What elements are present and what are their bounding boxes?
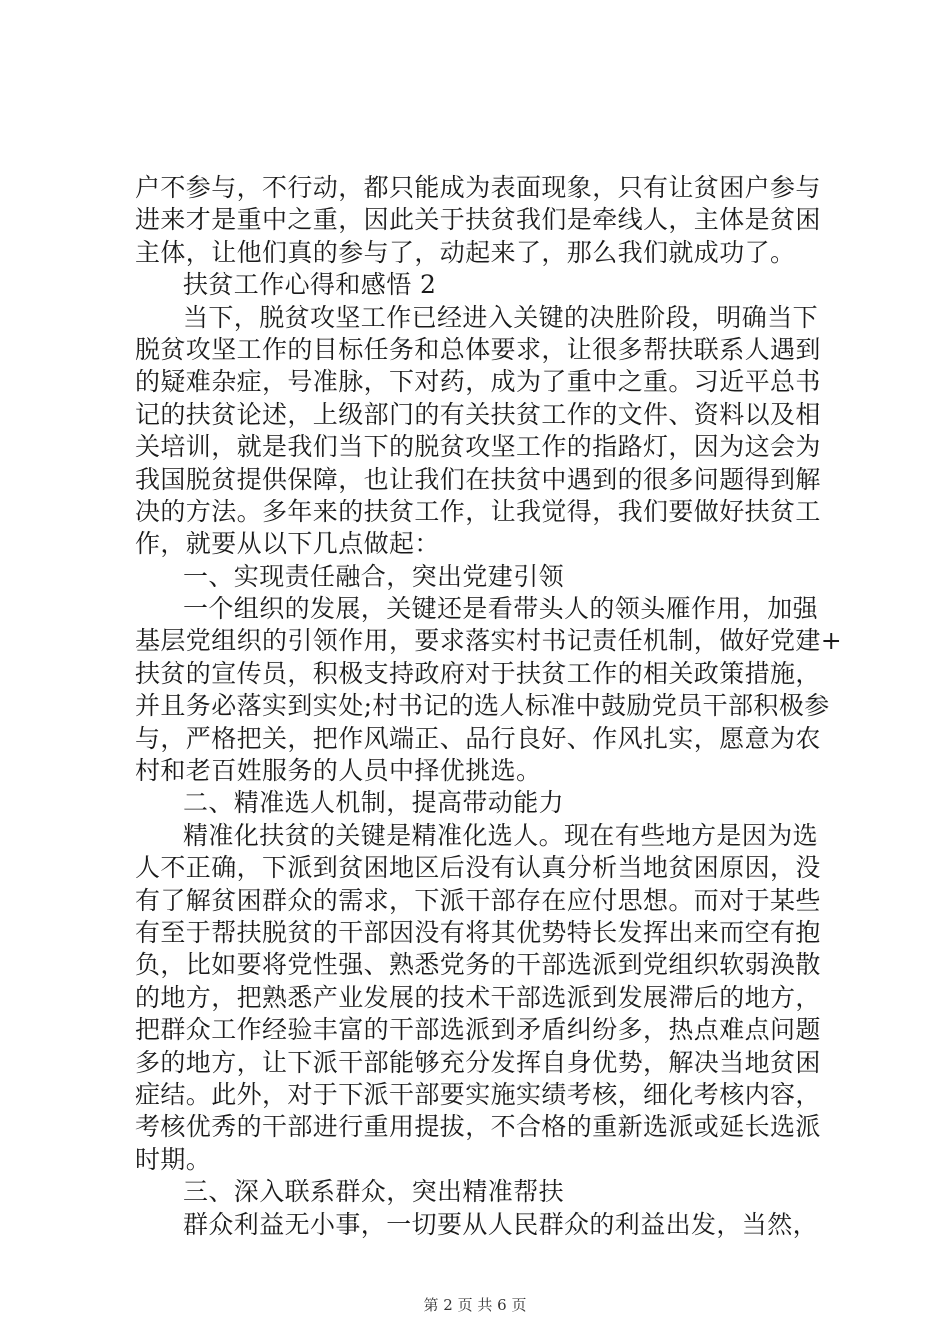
text-line: 的地方，把熟悉产业发展的技术干部选派到发展滞后的地方， [135, 982, 821, 1012]
section-heading: 三、深入联系群众，突出精准帮扶 [183, 1177, 565, 1207]
text-line: 进来才是重中之重，因此关于扶贫我们是牵线人，主体是贫困 [135, 205, 821, 235]
text-line: 的疑难杂症，号准脉，下对药，成为了重中之重。习近平总书 [135, 367, 821, 397]
text-line: 作，就要从以下几点做起： [135, 529, 440, 559]
text-line: 把群众工作经验丰富的干部选派到矛盾纠纷多，热点难点问题 [135, 1015, 821, 1045]
text-line: 我国脱贫提供保障，也让我们在扶贫中遇到的很多问题得到解 [135, 464, 821, 494]
text-line: 时期。 [135, 1144, 212, 1174]
text-line: 基层党组织的引领作用，要求落实村书记责任机制，做好党建+ [135, 626, 843, 656]
text-line: 负，比如要将党性强、熟悉党务的干部选派到党组织软弱涣散 [135, 950, 821, 980]
text-line: 关培训，就是我们当下的脱贫攻坚工作的指路灯，因为这会为 [135, 432, 821, 462]
text-line: 村和老百姓服务的人员中择优挑选。 [135, 756, 542, 786]
text-line: 有至于帮扶脱贫的干部因没有将其优势特长发挥出来而空有抱 [135, 917, 821, 947]
text-line: 考核优秀的干部进行重用提拔，不合格的重新选派或延长选派 [135, 1112, 821, 1142]
section-heading: 一、实现责任融合，突出党建引领 [183, 561, 565, 591]
section-heading: 二、精准选人机制，提高带动能力 [183, 788, 565, 818]
text-line: 症结。此外，对于下派干部要实施实绩考核，细化考核内容， [135, 1079, 821, 1109]
text-line: 脱贫攻坚工作的目标任务和总体要求，让很多帮扶联系人遇到 [135, 334, 821, 364]
text-line: 一个组织的发展，关键还是看带头人的领头雁作用，加强 [183, 594, 819, 624]
text-line: 决的方法。多年来的扶贫工作，让我觉得，我们要做好扶贫工 [135, 496, 821, 526]
text-line: 并且务必落实到实处;村书记的选人标准中鼓励党员干部积极参 [135, 691, 830, 721]
text-line: 主体，让他们真的参与了，动起来了，那么我们就成功了。 [135, 237, 796, 267]
text-line: 与，严格把关，把作风端正、品行良好、作风扎实，愿意为农 [135, 723, 821, 753]
text-line: 多的地方，让下派干部能够充分发挥自身优势，解决当地贫困 [135, 1047, 821, 1077]
section-title: 扶贫工作心得和感悟 2 [183, 270, 437, 300]
document-body [135, 172, 843, 1241]
text-line: 扶贫的宣传员，积极支持政府对于扶贫工作的相关政策措施， [135, 658, 821, 688]
text-line: 群众利益无小事，一切要从人民群众的利益出发，当然， [183, 1209, 819, 1239]
text-line: 精准化扶贫的关键是精准化选人。现在有些地方是因为选 [183, 820, 819, 850]
text-line: 户不参与，不行动，都只能成为表面现象，只有让贫困户参与 [135, 173, 821, 202]
page-number-footer: 第 2 页 共 6 页 [423, 1296, 527, 1314]
text-line: 记的扶贫论述，上级部门的有关扶贫工作的文件、资料以及相 [135, 399, 821, 429]
text-line: 有了解贫困群众的需求，下派干部存在应付思想。而对于某些 [135, 885, 821, 915]
text-line: 当下，脱贫攻坚工作已经进入关键的决胜阶段，明确当下 [183, 302, 819, 332]
text-line: 人不正确，下派到贫困地区后没有认真分析当地贫困原因，没 [135, 853, 821, 883]
